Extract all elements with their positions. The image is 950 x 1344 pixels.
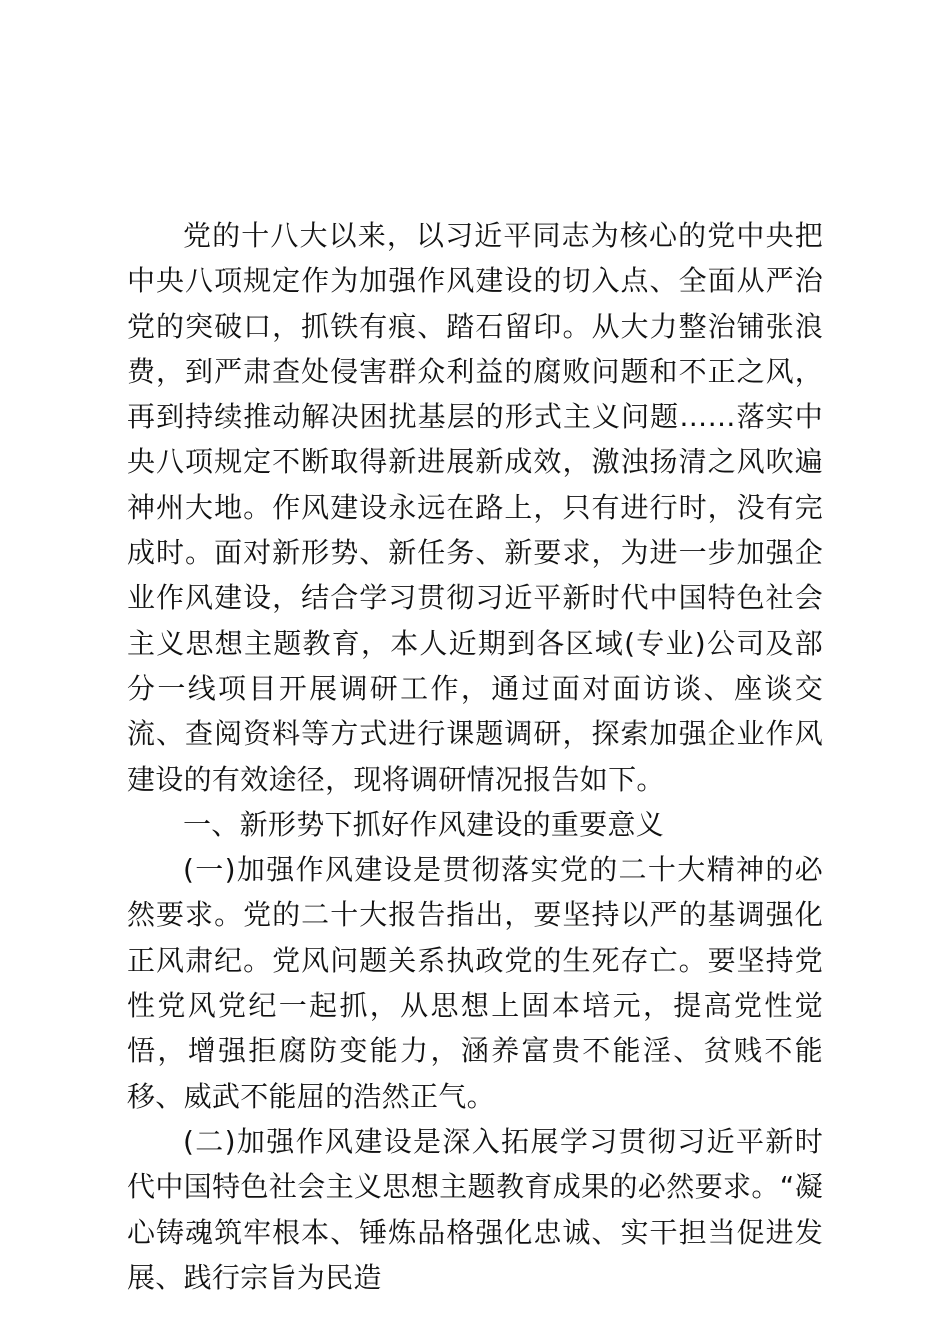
subsection-paragraph-1: (一)加强作风建设是贯彻落实党的二十大精神的必然要求。党的二十大报告指出，要坚持以严的基调强化正风肃纪。党风问题关系执政党的生死存亡。要坚持党性党风党纪一起抓，从思想上固本培元，提高党性觉悟，增强拒腐防变能力，涵养富贵不能淫、贫贱不能移、威武不能屈的浩然正气。 xyxy=(127,853,823,1113)
intro-paragraph: 党的十八大以来，以习近平同志为核心的党中央把中央八项规定作为加强作风建设的切入点、全面从严治党的突破口，抓铁有痕、踏石留印。从大力整治铺张浪费，到严肃查处侵害群众利益的腐败问题和不正之风，再到持续推动解决困扰基层的形式主义问题……落实中央八项规定不断取得新进展新成效，激浊扬清之风吹遍神州大地。作风建设永远在路上，只有进行时，没有完成时。面对新形势、新任务、新要求，为进一步加强企业作风建设，结合学习贯彻习近平新时代中国特色社会主义思想主题教育，本人近期到各区域(专业)公司及部分一线项目开展调研工作，通过面对面访谈、座谈交流、查阅资料等方式进行课题调研，探索加强企业作风建设的有效途径，现将调研情况报告如下。 xyxy=(127,219,823,796)
subsection-paragraph-2: (二)加强作风建设是深入拓展学习贯彻习近平新时代中国特色社会主义思想主题教育成果的必然要求。“凝心铸魂筑牢根本、锤炼品格强化忠诚、实干担当促进发展、践行宗旨为民造 xyxy=(127,1124,823,1294)
document-body xyxy=(127,213,823,1300)
section-heading: 一、新形势下抓好作风建设的重要意义 xyxy=(183,807,665,841)
